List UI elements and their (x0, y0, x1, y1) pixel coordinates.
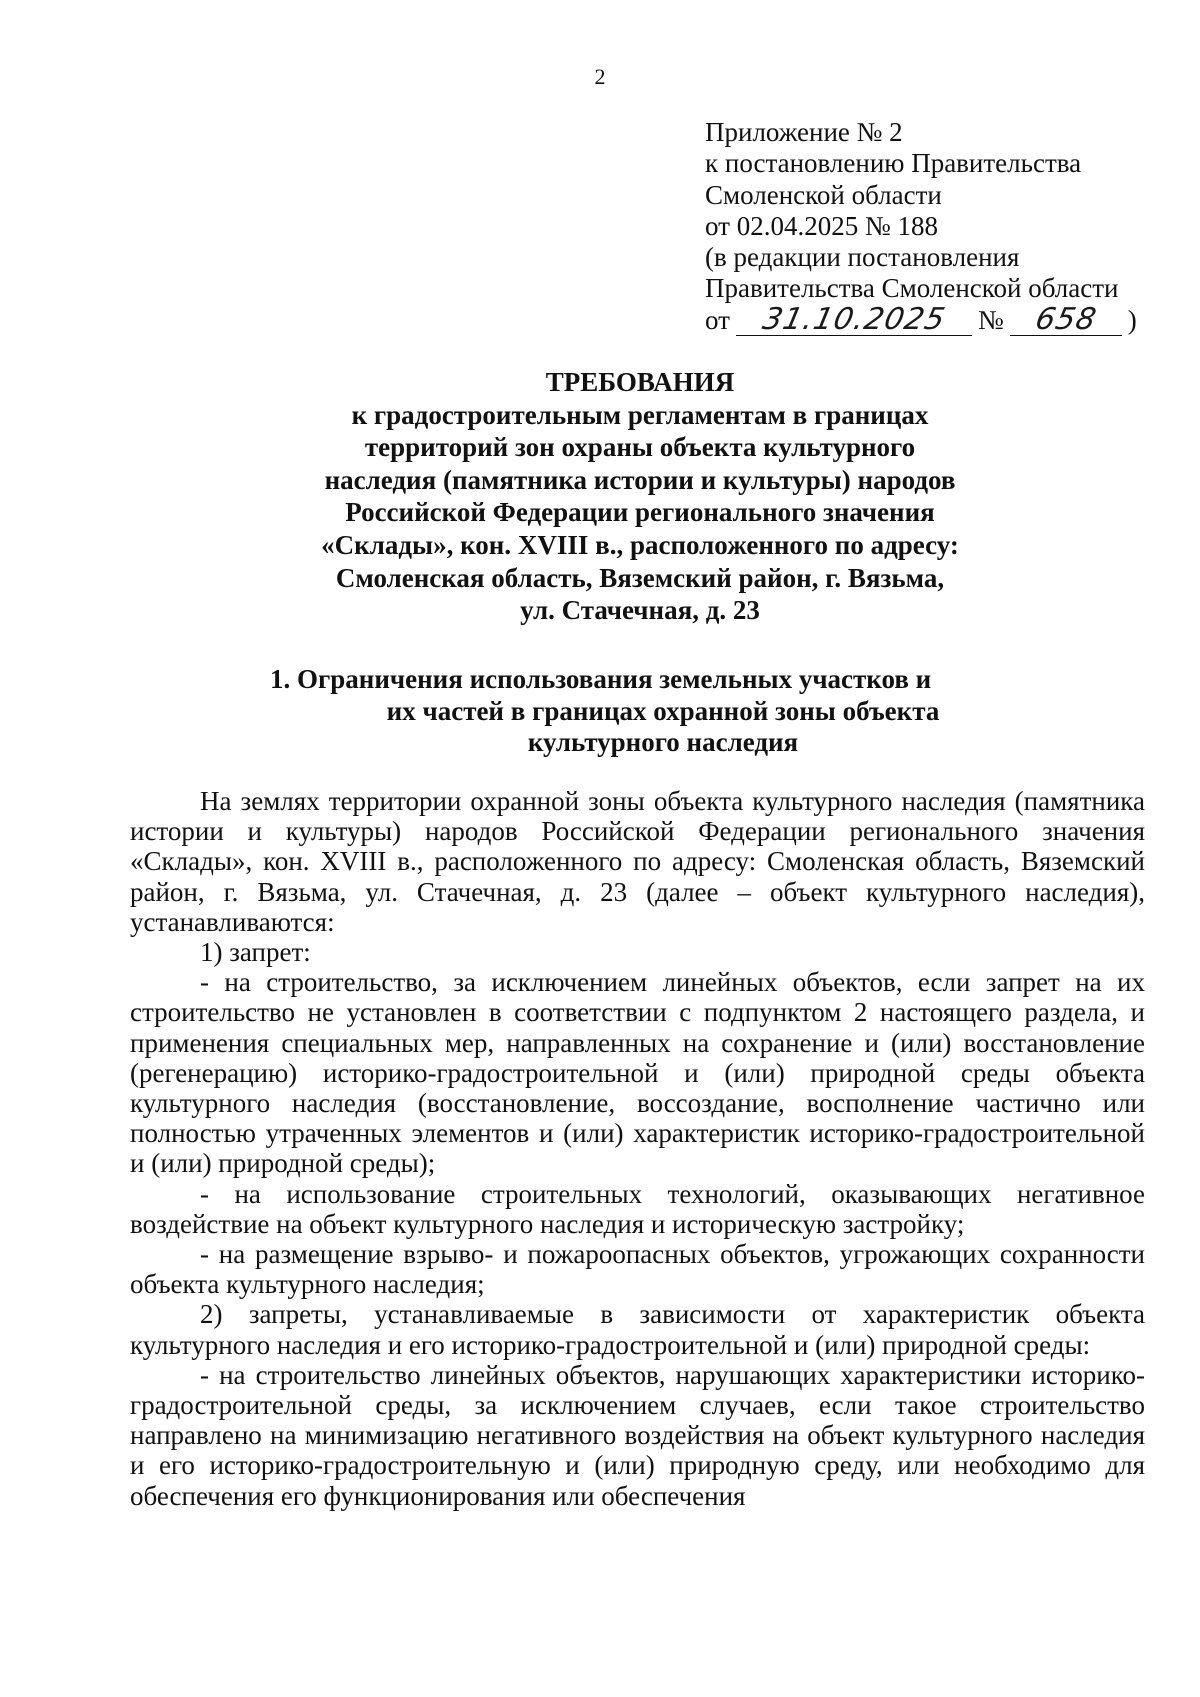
title-line: наследия (памятника истории и культуры) народов (324, 464, 956, 495)
appendix-line: к постановлению Правительства (705, 148, 1082, 179)
body-paragraph: 2) запреты, устанавливаемые в зависимости от характеристик объекта культурного наследия и его историко-градостроительной и (или) природной среды: (130, 1299, 1145, 1360)
handwritten-date: 31.10.2025 (759, 302, 949, 338)
appendix-line: Смоленской области (705, 179, 942, 210)
section-heading-line: 1. Ограничения использования земельных участков и (270, 664, 932, 694)
title-line: ТРЕБОВАНИЯ (545, 367, 735, 397)
section-heading-line: их частей в границах охранной зоны объекта (386, 695, 940, 726)
appendix-line: Приложение № 2 (705, 117, 903, 147)
title-line: ул. Стачечная, д. 23 (520, 595, 760, 626)
title-line: «Склады», кон. XVIII в., расположенного по адресу: (321, 529, 959, 560)
body-paragraph: 1) запрет: (200, 937, 311, 968)
page-number: 2 (594, 64, 606, 89)
section-heading (270, 664, 1030, 759)
date-blank (736, 302, 972, 338)
appendix-line: Правительства Смоленской области (705, 273, 1119, 304)
signature-prefix: от (705, 304, 730, 335)
title-line: Смоленская область, Вяземский район, г. Вязьма, (335, 562, 945, 593)
signature-line (705, 302, 1175, 338)
handwritten-number: 658 (1031, 302, 1100, 338)
title-line: территорий зон охраны объекта культурного (364, 432, 916, 463)
title-line: Российской Федерации регионального значения (345, 497, 935, 528)
body-paragraph: - на размещение взрыво- и пожароопасных объектов, угрожающих сохранности объекта культурного наследия; (130, 1239, 1145, 1300)
appendix-line: (в редакции постановления (705, 242, 1020, 273)
body-paragraph: На землях территории охранной зоны объекта культурного наследия (памятника истории и культуры) народов Российской Федерации регионального значения «Склады», кон. XVIII в., расположенного по адресу: Смоленская область, Вяземский район, г. Вязьма, ул. Стачечная, д. 23 (далее – объект культурного наследия), устанавливаются: (130, 786, 1145, 937)
appendix-line: от 02.04.2025 № 188 (705, 210, 938, 241)
section-body (130, 786, 1145, 1511)
document-title (0, 366, 1200, 627)
number-blank (1010, 302, 1122, 338)
body-paragraph: - на строительство линейных объектов, нарушающих характеристики историко-градостроительной среды, за исключением случаев, если такое строительство направлено на минимизацию негативного воздействия на объект культурного наследия и его историко-градостроительную и (или) природную среду, или необходимо для обеспечения его функционирования или обеспечения (130, 1359, 1145, 1511)
number-sign: № (977, 304, 1004, 335)
body-paragraph: - на строительство, за исключением линейных объектов, если запрет на их строительство не установлен в соответствии с подпунктом 2 настоящего раздела, и применения специальных мер, направленных на сохранение и (или) восстановление (регенерацию) историко-градостроительной и (или) природной среды объекта культурного наследия (восстановление, воссоздание, восполнение частично или полностью утраченных элементов и (или) характеристик историко-градостроительной и (или) природной среды); (130, 967, 1145, 1179)
closing-parenthesis: ) (1127, 304, 1137, 335)
appendix-block (705, 117, 1175, 336)
body-paragraph: - на использование строительных технологий, оказывающих негативное воздействие на объект культурного наследия и историческую застройку; (130, 1178, 1145, 1239)
section-heading-line: культурного наследия (527, 727, 799, 757)
title-line: к градостроительным регламентам в границах (351, 399, 929, 430)
